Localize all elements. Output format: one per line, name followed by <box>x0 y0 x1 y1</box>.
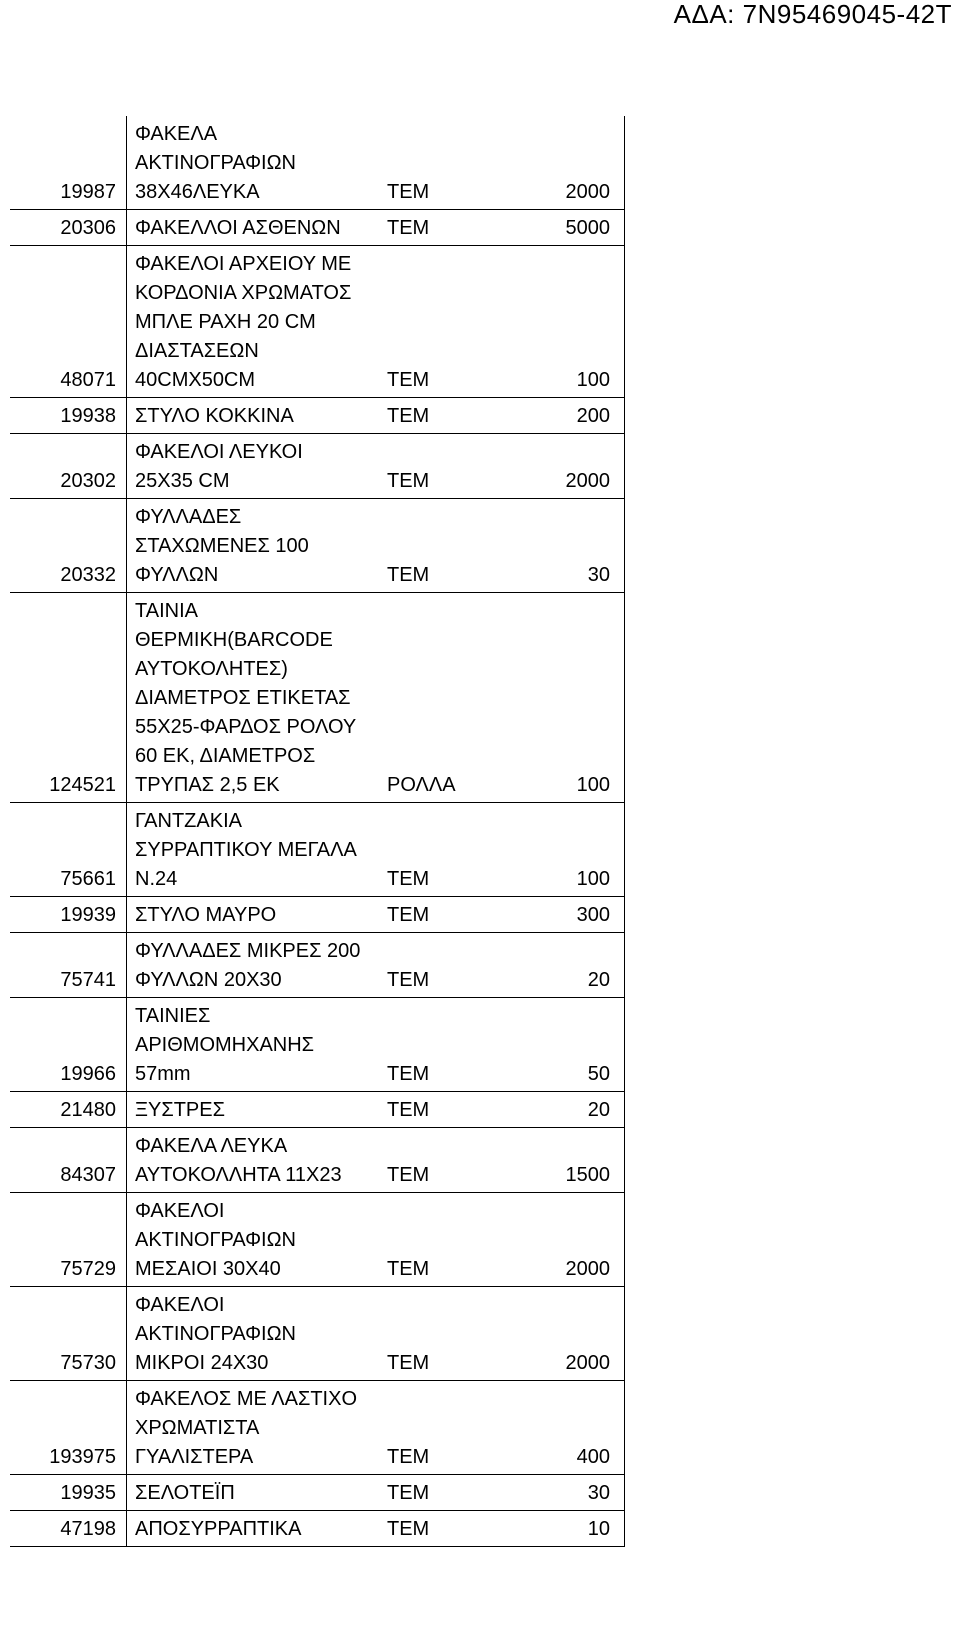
item-description <box>127 1475 388 1511</box>
item-quantity: 5000 <box>517 210 625 246</box>
item-unit: ΤΕΜ <box>387 246 517 398</box>
description-line: ΦΑΚΕΛΑ ΛΕΥΚΑ <box>135 1135 288 1157</box>
item-quantity: 10 <box>517 1511 625 1547</box>
item-unit: ΤΕΜ <box>387 1475 517 1511</box>
item-description <box>127 210 388 246</box>
description-line: ΔΙΑΜΕΤΡΟΣ ΕΤΙΚΕΤΑΣ <box>135 687 351 709</box>
table-row <box>10 1287 625 1381</box>
description-line: ΦΑΚΕΛΟΙ <box>135 1200 225 1222</box>
item-code: 19939 <box>10 897 127 933</box>
table-row <box>10 933 625 998</box>
description-line: ΦΥΛΛΑΔΕΣ <box>135 506 242 528</box>
item-unit: ΤΕΜ <box>387 1287 517 1381</box>
description-line: 38Χ46ΛΕΥΚΑ <box>135 181 260 203</box>
item-unit: ΤΕΜ <box>387 1128 517 1193</box>
description-line: 60 ΕΚ, ΔΙΑΜΕΤΡΟΣ <box>135 745 316 767</box>
item-quantity: 20 <box>517 933 625 998</box>
description-line: 57mm <box>135 1063 191 1085</box>
item-description <box>127 897 388 933</box>
description-line: ΔΙΑΣΤΑΣΕΩΝ <box>135 340 259 362</box>
table-row <box>10 1092 625 1128</box>
item-code: 193975 <box>10 1381 127 1475</box>
description-line: ΦΥΛΛΩΝ 20Χ30 <box>135 969 282 991</box>
item-code: 84307 <box>10 1128 127 1193</box>
item-unit: ΤΕΜ <box>387 933 517 998</box>
description-line: ΣΥΡΡΑΠΤΙΚΟΥ ΜΕΓΑΛΑ <box>135 839 357 861</box>
description-line: ΜΙΚΡΟΙ 24Χ30 <box>135 1352 269 1374</box>
item-unit: ΤΕΜ <box>387 1092 517 1128</box>
table-row <box>10 803 625 897</box>
description-line: ΤΑΙΝΙΑ <box>135 600 198 622</box>
item-quantity: 30 <box>517 1475 625 1511</box>
table-row <box>10 1193 625 1287</box>
item-description <box>127 1381 388 1475</box>
item-unit: ΤΕΜ <box>387 1511 517 1547</box>
item-description <box>127 246 388 398</box>
description-line: ΦΑΚΕΛΟΙ ΛΕΥΚΟΙ <box>135 441 303 463</box>
table-row <box>10 1381 625 1475</box>
description-line: ΓΑΝΤΖΑΚΙΑ <box>135 810 242 832</box>
description-line: ΣΕΛΟΤΕΪΠ <box>135 1482 235 1504</box>
item-code: 47198 <box>10 1511 127 1547</box>
item-description <box>127 398 388 434</box>
description-line: ΦΑΚΕΛΟΙ <box>135 1294 225 1316</box>
table-row <box>10 210 625 246</box>
items-table-body <box>10 116 625 1547</box>
item-description <box>127 1193 388 1287</box>
item-description <box>127 1511 388 1547</box>
item-code: 75741 <box>10 933 127 998</box>
items-table <box>10 116 625 1547</box>
item-quantity: 2000 <box>517 116 625 210</box>
description-line: ΑΡΙΘΜΟΜΗΧΑΝΗΣ <box>135 1034 315 1056</box>
table-row <box>10 398 625 434</box>
item-code: 20332 <box>10 499 127 593</box>
item-code: 19938 <box>10 398 127 434</box>
item-description <box>127 434 388 499</box>
description-line: ΓΥΑΛΙΣΤΕΡΑ <box>135 1446 254 1468</box>
table-row <box>10 998 625 1092</box>
description-line: 40CMX50CM <box>135 369 256 391</box>
item-quantity: 400 <box>517 1381 625 1475</box>
item-description <box>127 116 388 210</box>
item-description <box>127 933 388 998</box>
item-code: 75730 <box>10 1287 127 1381</box>
description-line: ΘΕΡΜΙΚΗ(BARCODE <box>135 629 333 651</box>
item-description <box>127 1128 388 1193</box>
description-line: ΑΚΤΙΝΟΓΡΑΦΙΩΝ <box>135 1323 296 1345</box>
item-code: 19935 <box>10 1475 127 1511</box>
item-code: 20302 <box>10 434 127 499</box>
description-line: ΦΑΚΕΛΛΟΙ ΑΣΘΕΝΩΝ <box>135 217 341 239</box>
item-unit: ΤΕΜ <box>387 116 517 210</box>
table-row <box>10 499 625 593</box>
description-line: ΦΑΚΕΛΟΣ ΜΕ ΛΑΣΤΙΧΟ <box>135 1388 358 1410</box>
item-quantity: 2000 <box>517 1193 625 1287</box>
item-description <box>127 1092 388 1128</box>
item-unit: ΤΕΜ <box>387 434 517 499</box>
item-quantity: 200 <box>517 398 625 434</box>
item-description <box>127 1287 388 1381</box>
description-line: ΧΡΩΜΑΤΙΣΤΑ <box>135 1417 260 1439</box>
description-line: Ν.24 <box>135 868 178 890</box>
description-line: ΑΥΤΟΚΟΛΗΤΕΣ) <box>135 658 288 680</box>
description-line: 55Χ25-ΦΑΡΔΟΣ ΡΟΛΟΥ <box>135 716 357 738</box>
description-line: ΦΥΛΛΩΝ <box>135 564 219 586</box>
description-line: ΦΥΛΛΑΔΕΣ ΜΙΚΡΕΣ 200 <box>135 940 361 962</box>
item-quantity: 100 <box>517 593 625 803</box>
item-unit: ΤΕΜ <box>387 998 517 1092</box>
item-code: 48071 <box>10 246 127 398</box>
description-line: ΤΑΙΝΙΕΣ <box>135 1005 211 1027</box>
table-row <box>10 434 625 499</box>
description-line: 25Χ35 CM <box>135 470 230 492</box>
item-unit: ΤΕΜ <box>387 897 517 933</box>
description-line: ΣΤΑΧΩΜΕΝΕΣ 100 <box>135 535 309 557</box>
item-description <box>127 593 388 803</box>
item-unit: ΤΕΜ <box>387 398 517 434</box>
item-code: 75661 <box>10 803 127 897</box>
item-unit: ΡΟΛΛΑ <box>387 593 517 803</box>
item-quantity: 50 <box>517 998 625 1092</box>
item-unit: ΤΕΜ <box>387 1381 517 1475</box>
item-unit: ΤΕΜ <box>387 803 517 897</box>
item-unit: ΤΕΜ <box>387 499 517 593</box>
item-quantity: 30 <box>517 499 625 593</box>
item-description <box>127 499 388 593</box>
description-line: ΦΑΚΕΛΑ <box>135 123 218 145</box>
item-quantity: 100 <box>517 246 625 398</box>
item-unit: ΤΕΜ <box>387 210 517 246</box>
table-row <box>10 116 625 210</box>
description-line: ΑΥΤΟΚΟΛΛΗΤΑ 11Χ23 <box>135 1164 342 1186</box>
item-quantity: 2000 <box>517 1287 625 1381</box>
description-line: ΜΠΛΕ ΡΑΧΗ 20 CM <box>135 311 316 333</box>
ada-identifier: ΑΔΑ: 7Ν95469045-42Τ <box>673 0 952 29</box>
item-description <box>127 998 388 1092</box>
item-description <box>127 803 388 897</box>
description-line: ΣΤΥΛΟ ΜΑΥΡΟ <box>135 904 277 926</box>
description-line: ΑΚΤΙΝΟΓΡΑΦΙΩΝ <box>135 152 296 174</box>
table-row <box>10 593 625 803</box>
item-unit: ΤΕΜ <box>387 1193 517 1287</box>
item-code: 19966 <box>10 998 127 1092</box>
description-line: ΑΚΤΙΝΟΓΡΑΦΙΩΝ <box>135 1229 296 1251</box>
item-code: 124521 <box>10 593 127 803</box>
description-line: ΞΥΣΤΡΕΣ <box>135 1099 225 1121</box>
table-row <box>10 246 625 398</box>
description-line: ΑΠΟΣΥΡΡΑΠΤΙΚΑ <box>135 1518 302 1540</box>
table-row <box>10 1128 625 1193</box>
item-quantity: 1500 <box>517 1128 625 1193</box>
description-line: ΜΕΣΑΙΟΙ 30Χ40 <box>135 1258 281 1280</box>
table-row <box>10 1475 625 1511</box>
item-code: 75729 <box>10 1193 127 1287</box>
description-line: ΦΑΚΕΛΟΙ ΑΡΧΕΙΟΥ ΜΕ <box>135 253 352 275</box>
table-row <box>10 897 625 933</box>
description-line: ΣΤΥΛΟ ΚΟΚΚΙΝΑ <box>135 405 294 427</box>
item-quantity: 2000 <box>517 434 625 499</box>
item-quantity: 100 <box>517 803 625 897</box>
item-quantity: 20 <box>517 1092 625 1128</box>
item-code: 20306 <box>10 210 127 246</box>
item-quantity: 300 <box>517 897 625 933</box>
description-line: ΚΟΡΔΟΝΙΑ ΧΡΩΜΑΤΟΣ <box>135 282 352 304</box>
description-line: ΤΡΥΠΑΣ 2,5 ΕΚ <box>135 774 280 796</box>
table-row <box>10 1511 625 1547</box>
item-code: 21480 <box>10 1092 127 1128</box>
item-code: 19987 <box>10 116 127 210</box>
